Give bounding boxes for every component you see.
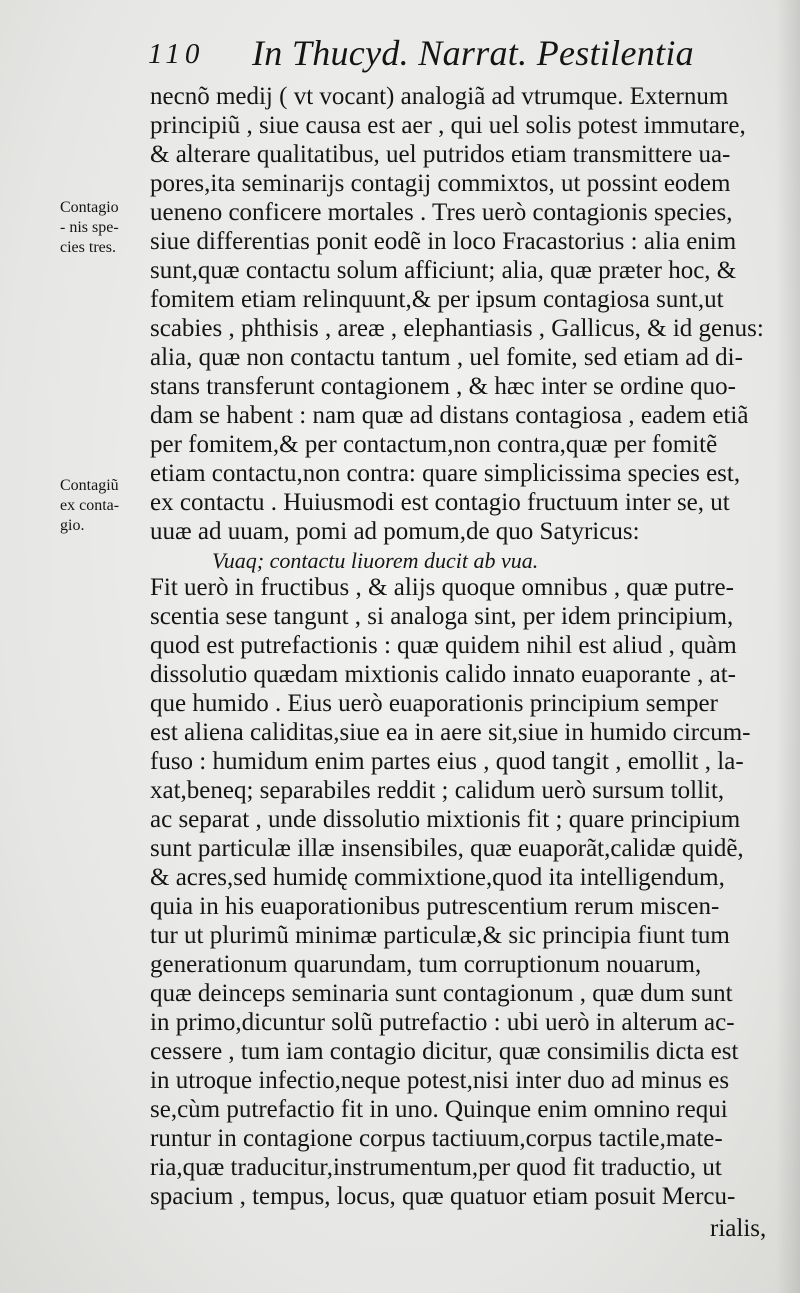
- text-line: scabies , phthisis , areæ , elephantiasis , Gallicus, & id genus:: [150, 315, 764, 342]
- text-line: fomitem etiam relinquunt,& per ipsum contagiosa sunt,ut: [150, 286, 724, 313]
- text-line: necnõ medij ( vt vocant) analogiã ad vtrumque. Externum: [150, 83, 729, 110]
- text-line: ac separat , unde dissolutio mixtionis fit ; quare principium: [150, 806, 741, 833]
- running-title: In Thucyd. Narrat. Pestilentia: [252, 33, 694, 73]
- text-line: que humido . Eius uerò euaporationis principium semper: [150, 690, 718, 717]
- catchword: rialis,: [710, 1215, 767, 1242]
- text-line: xat,beneq; separabiles reddit ; calidum uerò sursum tollit,: [150, 777, 725, 804]
- text-line: fuso : humidum enim partes eius , quod tangit , emollit , la-: [150, 748, 744, 775]
- text-line: uuæ ad uuam, pomi ad pomum,de quo Satyricus:: [150, 518, 640, 545]
- text-line: in primo,dicuntur solũ putrefactio : ubi uerò in alterum ac-: [150, 1009, 735, 1036]
- text-line: Fit uerò in fructibus , & alijs quoque omnibus , quæ putre-: [150, 574, 734, 601]
- page-header: [148, 28, 798, 84]
- text-line: dam se habent : nam quæ ad distans contagiosa , eadem etiã: [150, 402, 749, 429]
- margin-note-contagium-ex-contagio: [60, 476, 150, 536]
- text-line: in utroque infectio,neque potest,nisi inter duo ad minus es: [150, 1067, 730, 1094]
- text-line: se,cùm putrefactio fit in uno. Quinque enim omnino requi: [150, 1096, 728, 1123]
- text-line: generationum quarundam, tum corruptionum nouarum,: [150, 951, 702, 978]
- text-line: quæ deinceps seminaria sunt contagionum , quæ dum sunt: [150, 980, 733, 1007]
- text-line: quod est putrefactionis : quæ quidem nihil est aliud , quàm: [150, 632, 737, 659]
- text-line: quia in his euaporationibus putrescentium rerum miscen-: [150, 893, 720, 920]
- text-line: dissolutio quædam mixtionis calido innato euaporante , at-: [150, 661, 737, 688]
- margin-note-line: Contagiũ: [60, 477, 119, 494]
- text-line: principiũ , siue causa est aer , qui uel solis potest immutare,: [150, 112, 746, 139]
- text-line: per fomitem,& per contactum,non contra,quæ per fomitẽ: [150, 431, 718, 458]
- text-line: sunt,quæ contactu solum afficiunt; alia, quæ præter hoc, &: [150, 257, 737, 284]
- margin-note-line: ex conta-: [60, 497, 120, 514]
- quoted-verse: Vuaq; contactu liuorem ducit ab vua.: [212, 548, 539, 573]
- text-line: runtur in contagione corpus tactiuum,corpus tactile,mate-: [150, 1125, 723, 1152]
- text-line: ex contactu . Huiusmodi est contagio fructuum inter se, ut: [150, 489, 730, 516]
- text-line: & acres,sed humidę commixtione,quod ita intelligendum,: [150, 864, 725, 891]
- text-line: siue differentias ponit eodẽ in loco Fracastorius : alia enim: [150, 228, 737, 255]
- text-line: cessere , tum iam contagio dicitur, quæ consimilis dicta est: [150, 1038, 739, 1065]
- margin-note-contagionis-species: [60, 198, 150, 258]
- text-line: alia, quæ non contactu tantum , uel fomite, sed etiam ad di-: [150, 344, 743, 371]
- margin-note-line: Contagio: [60, 199, 119, 216]
- margin-note-line: cies tres.: [60, 239, 116, 256]
- margin-note-line: - nis spe-: [60, 219, 119, 236]
- page-number: 110: [148, 38, 205, 70]
- text-line: ueneno conficere mortales . Tres uerò contagionis species,: [150, 199, 733, 226]
- text-line: etiam contactu,non contra: quare simplicissima species est,: [150, 460, 741, 487]
- text-line: & alterare qualitatibus, uel putridos etiam transmittere ua-: [150, 141, 731, 168]
- text-line: ria,quæ traducitur,instrumentum,per quod fit traductio, ut: [150, 1154, 722, 1181]
- text-line: tur ut plurimũ minimæ particulæ,& sic principia fiunt tum: [150, 922, 730, 949]
- text-line: spacium , tempus, locus, quæ quatuor etiam posuit Mercu-: [150, 1183, 736, 1210]
- text-line: est aliena caliditas,siue ea in aere sit,siue in humido circum-: [150, 719, 751, 746]
- margin-note-line: gio.: [60, 517, 85, 534]
- text-line: sunt particulæ illæ insensibiles, quæ euaporãt,calidæ quidẽ,: [150, 835, 744, 862]
- text-line: pores,ita seminarijs contagij commixtos, ut possint eodem: [150, 170, 731, 197]
- text-line: scentia sese tangunt , si analoga sint, per idem principium,: [150, 603, 734, 630]
- page-edge-shadow: [776, 0, 800, 1293]
- text-line: stans transferunt contagionem , & hæc inter se ordine quo-: [150, 373, 736, 400]
